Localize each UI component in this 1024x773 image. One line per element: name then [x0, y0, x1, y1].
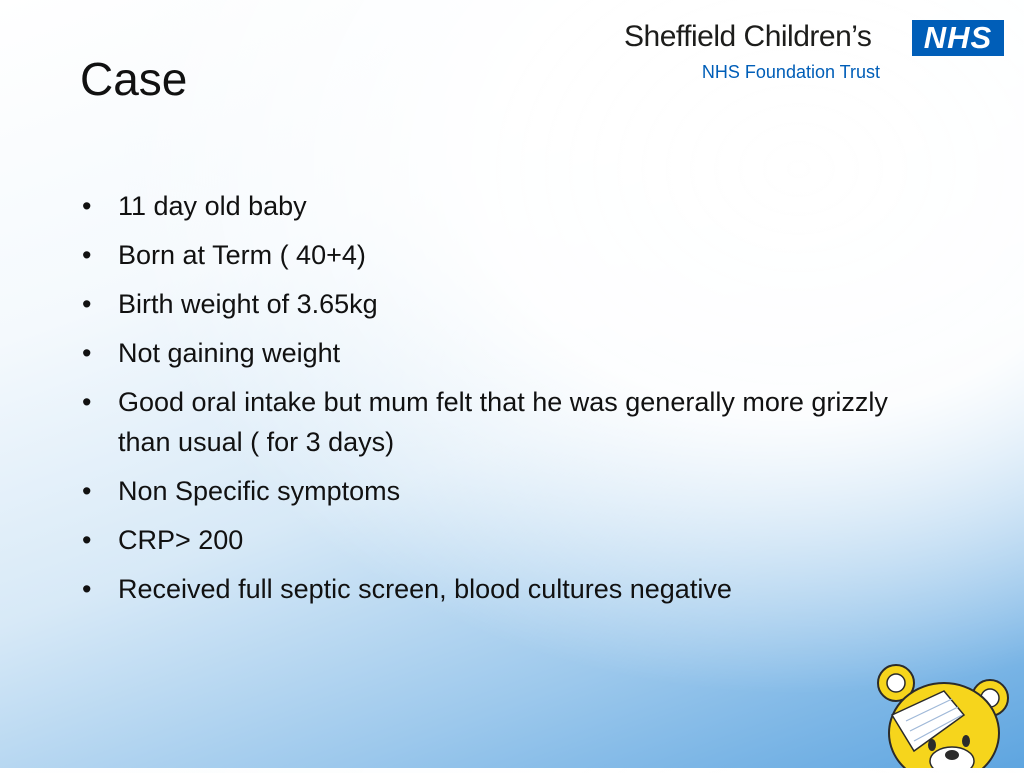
- bullet-text: Non Specific symptoms: [118, 476, 401, 506]
- bullet-marker: •: [82, 338, 92, 368]
- bullet-item: [80, 471, 940, 511]
- bullet-text: Born at Term ( 40+4): [118, 240, 366, 270]
- logo-subtitle: NHS Foundation Trust: [701, 62, 880, 82]
- bullet-marker: •: [82, 240, 92, 270]
- bullet-text: CRP> 200: [118, 525, 244, 555]
- bullet-list: [80, 186, 940, 618]
- bullet-text: Birth weight of 3.65kg: [118, 289, 378, 319]
- bullet-marker: •: [82, 191, 92, 221]
- bullet-text: Good oral intake but mum felt that he was generally more grizzly than usual ( for 3 days): [118, 387, 888, 457]
- teddy-bear-graphic: [874, 653, 1014, 768]
- bullet-item: [80, 186, 940, 226]
- bullet-marker: •: [82, 387, 92, 417]
- bullet-item: [80, 235, 940, 275]
- bullet-marker: •: [82, 476, 92, 506]
- bullet-item: [80, 520, 940, 560]
- bullet-text: Received full septic screen, blood cultures negative: [118, 574, 732, 604]
- logo-name: Sheffield Children’s: [624, 20, 872, 53]
- bullet-text: 11 day old baby: [118, 191, 307, 221]
- bullet-marker: •: [82, 574, 92, 604]
- bullet-item: [80, 333, 940, 373]
- trust-logo: [624, 18, 1004, 88]
- bullet-marker: •: [82, 289, 92, 319]
- nhs-badge: NHS: [912, 20, 1004, 56]
- bullet-text: Not gaining weight: [118, 338, 341, 368]
- bullet-item: [80, 382, 940, 462]
- bandaged-teddy-bear-icon: [874, 653, 1014, 768]
- slide-title: Case: [80, 53, 188, 105]
- bullet-marker: •: [82, 525, 92, 555]
- bullet-item: [80, 284, 940, 324]
- bullet-item: [80, 569, 940, 609]
